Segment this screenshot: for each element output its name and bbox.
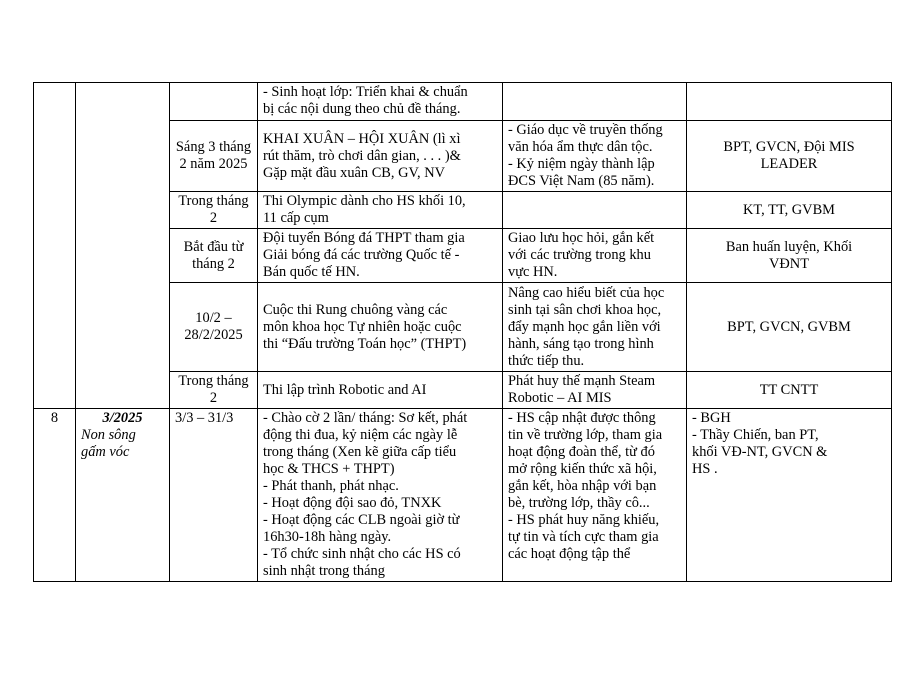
cell-line: hành, sáng tạo trong hình [508,335,654,352]
cell-line: - Hoạt động các CLB ngoài giờ từ [263,512,460,528]
cell-line: Giải bóng đá các trường Quốc tế - [263,247,460,263]
content-cell [258,192,503,229]
cell-line: thi “Đấu trường Toán học” (THPT) [263,335,467,352]
cell-line: học & THCS + THPT) [263,461,395,477]
responsible-cell [687,283,892,372]
cell-line: gắn kết, hòa nhập với bạn [508,478,657,494]
purpose-cell [503,372,687,409]
cell-line: ĐCS Việt Nam (85 năm). [508,173,655,189]
cell-line: LEADER [760,156,818,172]
month-label: 3/2025 [102,410,143,426]
cell-line: bè, trường lớp, thầy cô... [508,495,650,511]
purpose-cell [503,229,687,283]
responsible-cell [687,192,892,229]
cell-line: Gặp mặt đầu xuân CB, GV, NV [263,164,445,181]
responsible-cell [687,83,892,121]
time-cell: 3/3 – 31/3 [170,409,258,582]
cell-line: Robotic – AI MIS [508,390,612,406]
cell-line: KHAI XUÂN – HỘI XUÂN (lì xì [263,130,461,147]
cell-line: Thi Olympic dành cho HS khối 10, [263,193,466,209]
cell-line: Cuộc thi Rung chuông vàng các [263,301,448,318]
cell-line: thức tiếp thu. [508,352,585,369]
cell-line: Đội tuyển Bóng đá THPT tham gia [263,230,465,246]
time-cell [170,83,258,121]
time-cell: Trong tháng 2 [170,192,258,229]
content-cell [258,409,503,582]
cell-line: Ban huấn luyện, Khối [725,238,853,255]
cell-line: trong tháng (Xen kẽ giữa cấp tiểu [263,444,457,460]
content-cell [258,121,503,192]
cell-line: tự tin và tích cực tham gia [508,529,659,545]
cell-line: - Chào cờ 2 lần/ tháng: Sơ kết, phát [263,410,468,426]
time-cell: Sáng 3 tháng 2 năm 2025 [170,121,258,192]
cell-line: các hoạt động tập thể [508,546,631,562]
cell-line: bị các nội dung theo chủ đề tháng. [263,101,461,117]
month-theme-cell [76,83,170,409]
cell-line: - HS cập nhật được thông [508,410,656,426]
month-number-cell: 8 [34,409,76,582]
cell-line: KT, TT, GVBM [743,201,835,218]
purpose-cell [503,283,687,372]
responsible-cell [687,229,892,283]
cell-line: hoạt động đoàn thể, từ đó [508,444,655,460]
cell-line: Thi lập trình Robotic and AI [263,381,427,398]
time-cell: Trong tháng 2 [170,372,258,409]
cell-line: rút thăm, trò chơi dân gian, . . . )& [263,147,461,164]
responsible-cell [687,121,892,192]
cell-line: TT CNTT [759,381,819,398]
purpose-cell [503,121,687,192]
table-row [34,83,892,121]
cell-line: - Sinh hoạt lớp: Triển khai & chuẩn [263,84,468,100]
content-cell [258,229,503,283]
cell-line: - Tổ chức sinh nhật cho các HS có [263,546,461,562]
cell-line: Bán quốc tế HN. [263,264,360,280]
content-cell [258,83,503,121]
cell-line: sinh nhật trong tháng [263,563,385,579]
cell-line: - Kỷ niệm ngày thành lập [508,156,655,172]
cell-line: động thi đua, kỷ niệm các ngày lễ [263,427,458,443]
cell-line: môn khoa học Tự nhiên hoặc cuộc [263,318,462,335]
cell-line: VĐNT [769,255,809,272]
cell-line: đẩy mạnh học gắn liền với [508,318,661,335]
time-cell: Bắt đầu từ tháng 2 [170,229,258,283]
month-theme-cell [76,409,170,582]
cell-line: 16h30-18h hàng ngày. [263,529,392,545]
purpose-cell [503,83,687,121]
cell-line: với các trường trong khu [508,247,651,263]
responsible-cell [687,409,892,582]
month-number-cell [34,83,76,409]
cell-line: - Giáo dục về truyền thống [508,122,663,138]
plan-table [33,82,892,582]
table-row [34,409,892,582]
cell-line: khối VĐ-NT, GVCN & [692,444,828,460]
cell-line: - HS phát huy năng khiếu, [508,512,660,528]
cell-line: sinh tại sân chơi khoa học, [508,301,662,318]
time-cell: 10/2 – 28/2/2025 [170,283,258,372]
purpose-cell [503,409,687,582]
content-cell [258,372,503,409]
responsible-cell [687,372,892,409]
cell-line: mở rộng kiến thức xã hội, [508,461,657,477]
cell-line: HS . [692,461,718,477]
purpose-cell [503,192,687,229]
cell-line: văn hóa ẩm thực dân tộc. [508,139,653,155]
cell-line: Giao lưu học hỏi, gắn kết [508,230,655,246]
content-cell [258,283,503,372]
cell-line: - Hoạt động đội sao đỏ, TNXK [263,495,442,511]
cell-line: BPT, GVCN, GVBM [727,318,851,335]
cell-line: BPT, GVCN, Đội MIS [723,139,855,155]
cell-line: 11 cấp cụm [263,210,329,226]
cell-line: vực HN. [508,264,558,280]
cell-line: Nâng cao hiểu biết của học [508,284,665,301]
cell-line: Phát huy thế mạnh Steam [508,373,656,389]
cell-line: tin về trường lớp, tham gia [508,427,663,443]
month-theme: Non sông gấm vóc [81,427,136,460]
cell-line: - Thầy Chiến, ban PT, [692,427,819,443]
cell-line: - BGH [692,410,731,426]
cell-line: - Phát thanh, phát nhạc. [263,478,399,494]
